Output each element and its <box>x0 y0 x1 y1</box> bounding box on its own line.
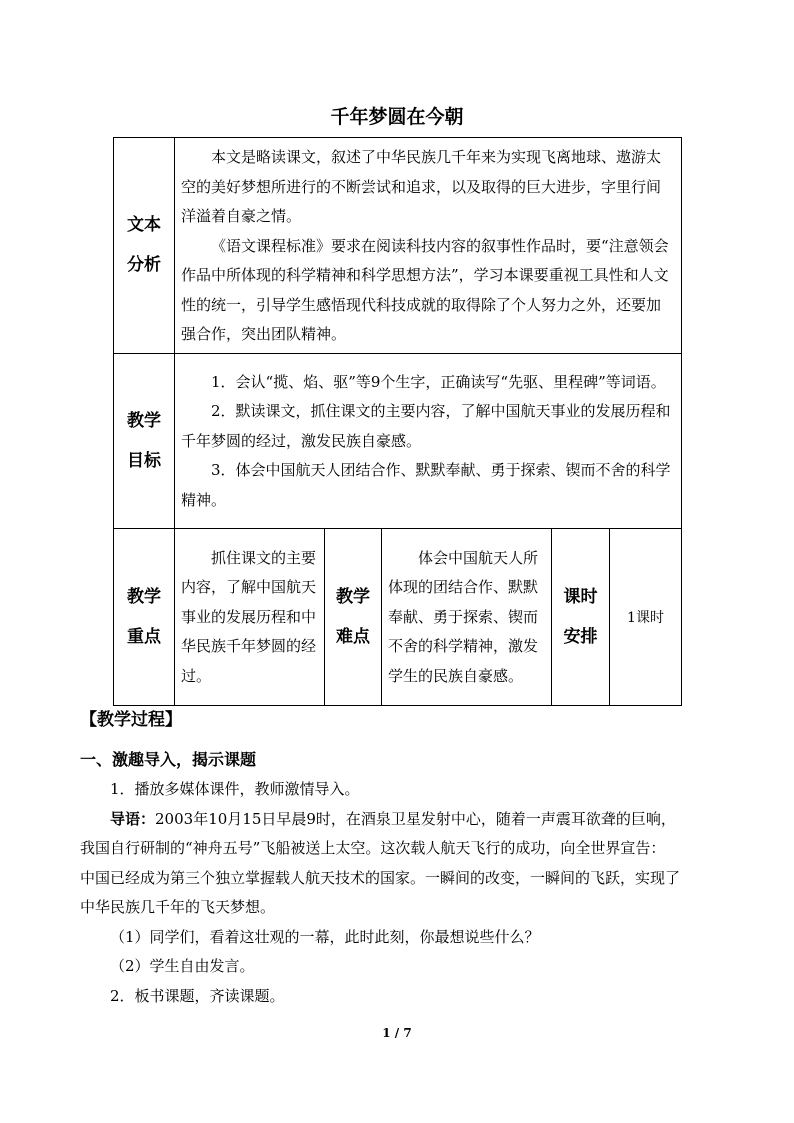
page-number: 1 / 7 <box>382 1026 412 1040</box>
difficulty-label <box>325 528 382 705</box>
analysis-paragraph-1: 本文是略读课文，叙述了中华民族几千年来为实现飞离地球、遨游太空的美好梦想所进行的不断尝试和追求，以及取得的巨大进步，字里行间洋溢着自豪之情。 <box>181 148 662 225</box>
key-label-line-2: 重点 <box>127 626 161 647</box>
question-1: （1）同学们，看着这壮观的一幕，此时此刻，你最想说些什么？ <box>110 927 540 946</box>
lesson-plan-table <box>113 137 682 706</box>
goals-label-line-1: 教学 <box>127 410 161 431</box>
process-title: 【教学过程】 <box>80 710 182 730</box>
document-title: 千年梦圆在今朝 <box>330 106 464 128</box>
analysis-paragraph-2: 《语文课程标准》要求在阅读科技内容的叙事性作品时，要“注意领会作品中所体现的科学精神和科学思想方法”，学习本课要重视工具性和人文性的统一，引导学生感悟现代科技成就的取得除了个人努力之外，还要加强合作，突出团队精神。 <box>181 236 669 343</box>
intro-text: 2003年10月15日早晨9时，在酒泉卫星发射中心，随着一声震耳欲聋的巨响，我国自行研制的“神舟五号”飞船被送上太空。这次载人航天飞行的成功，向全世界宣告：中国已经成为第三个独立掌握载人航天技术的国家。一瞬间的改变，一瞬间的飞跃，实现了中华民族几千年的飞天梦想。 <box>80 809 681 916</box>
analysis-label-line-2: 分析 <box>127 255 161 276</box>
analysis-label-line-1: 文本 <box>127 215 161 236</box>
key-label <box>114 528 175 705</box>
step-2: 2．板书课题，齐读课题。 <box>110 986 285 1005</box>
goal-item: 2．默读课文，抓住课文的主要内容，了解中国航天事业的发展历程和千年梦圆的经过，激发民族自豪感。 <box>181 402 671 450</box>
key-points-row <box>114 528 682 705</box>
question-2: （2）学生自由发言。 <box>110 957 255 975</box>
goal-item: 3．体会中国航天人团结合作、默默奉献、勇于探索、锲而不舍的科学精神。 <box>181 461 671 509</box>
schedule-label-line-1: 课时 <box>563 586 598 607</box>
section-heading: 一、激趣导入，揭示课题 <box>80 750 257 769</box>
difficulty-label-line-1: 教学 <box>336 586 370 607</box>
schedule-label <box>552 528 610 705</box>
key-content: 抓住课文的主要内容，了解中国航天事业的发展历程和中华民族千年梦圆的经过。 <box>175 528 325 705</box>
analysis-content <box>175 138 682 354</box>
goals-label <box>114 353 175 528</box>
intro-paragraph <box>80 805 680 923</box>
schedule-value: 1课时 <box>610 528 682 705</box>
difficulty-content: 体会中国航天人所体现的团结合作、默默奉献、勇于探索、锲而不舍的科学精神，激发学生的民族自豪感。 <box>382 528 552 705</box>
goals-row <box>114 353 682 528</box>
analysis-label <box>114 138 175 354</box>
schedule-label-line-2: 安排 <box>563 626 598 647</box>
goals-content <box>175 353 682 528</box>
goals-label-line-2: 目标 <box>127 450 161 471</box>
goal-item: 1．会认“揽、焰、驱”等9个生字，正确读写“先驱、里程碑”等词语。 <box>211 372 666 391</box>
section-body <box>80 775 680 1011</box>
analysis-row <box>114 138 682 354</box>
intro-label: 导语： <box>110 809 156 828</box>
difficulty-label-line-2: 难点 <box>336 626 370 647</box>
step-1: 1．播放多媒体课件，教师激情导入。 <box>110 780 360 798</box>
key-label-line-1: 教学 <box>127 586 161 607</box>
